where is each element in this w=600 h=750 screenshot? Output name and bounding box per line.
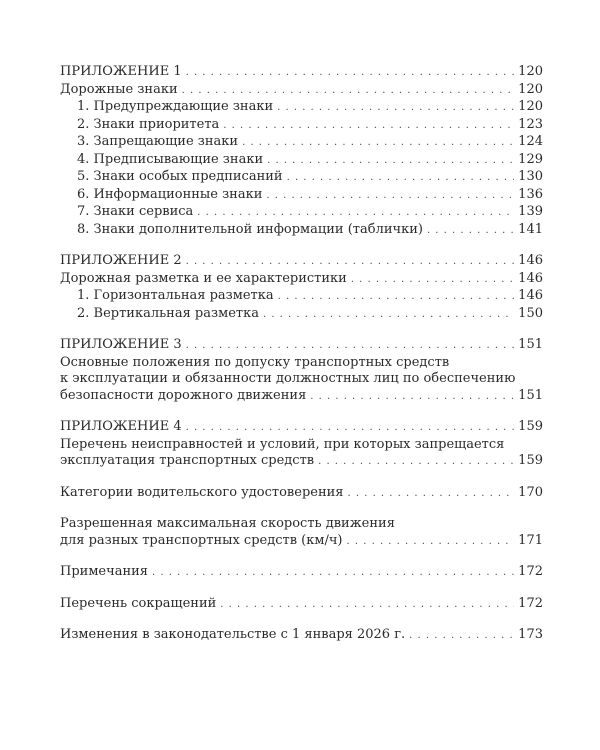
dot-leader (287, 170, 515, 187)
toc-page-number: 139 (518, 204, 543, 219)
toc-page-number: 173 (518, 627, 543, 642)
dot-leader (278, 289, 515, 306)
toc-entry[interactable] (60, 134, 543, 152)
dot-leader (409, 628, 514, 645)
toc-entry[interactable] (60, 64, 543, 82)
toc-page-number: 120 (518, 81, 543, 97)
toc-entry[interactable] (60, 453, 543, 471)
toc-entry[interactable] (60, 169, 543, 187)
toc-entry-line: к эксплуатации и обязанности должностных лиц по обеспечению (60, 371, 516, 386)
toc-page-number: 159 (518, 419, 543, 434)
toc-page-number: 146 (518, 288, 543, 303)
dot-leader (220, 597, 514, 614)
toc-entry-line: Разрешенная максимальная скорость движения (60, 516, 395, 531)
toc-page-number: 120 (518, 64, 543, 79)
toc-group (60, 485, 543, 503)
toc-entry[interactable] (60, 564, 543, 582)
toc-entry-title: 5. Знаки особых предписаний (77, 169, 283, 184)
toc-entry[interactable] (60, 388, 543, 406)
toc-entry-title: 1. Горизонтальная разметка (77, 288, 274, 303)
toc-group (60, 253, 543, 323)
dot-leader (351, 272, 514, 289)
toc-entry[interactable] (60, 99, 543, 117)
toc-entry-line: Перечень неисправностей и условий, при которых запрещается (60, 436, 505, 452)
dot-leader (348, 486, 515, 503)
dot-leader (223, 118, 514, 135)
dot-leader (152, 565, 514, 582)
toc-page-number: 141 (518, 221, 543, 237)
toc-entry-title: 8. Знаки дополнительной информации (таблички) (77, 221, 423, 237)
toc-page-number: 159 (518, 453, 543, 468)
toc-page-number: 120 (518, 99, 543, 114)
toc-entry-title: 3. Запрещающие знаки (77, 134, 239, 149)
toc-entry[interactable] (60, 187, 543, 205)
toc-page-number: 172 (518, 564, 543, 579)
dot-leader (242, 135, 514, 152)
toc-group (60, 419, 543, 471)
toc-entry-title: 2. Вертикальная разметка (77, 305, 259, 321)
toc-group (60, 516, 543, 550)
dot-leader (267, 153, 514, 170)
toc-page-number: 146 (518, 253, 543, 268)
toc-entry-title: Дорожные знаки (60, 81, 178, 97)
dot-leader (266, 188, 514, 205)
toc-entry[interactable] (60, 82, 543, 100)
toc-entry[interactable] (60, 222, 543, 240)
toc-entry-title: ПРИЛОЖЕНИЕ 2 (60, 253, 182, 268)
toc-entry-title: Дорожная разметка и ее характеристики (60, 270, 347, 286)
toc-page-number: 172 (518, 595, 543, 611)
toc-entry[interactable] (60, 288, 543, 306)
dot-leader (186, 338, 515, 355)
toc-entry[interactable] (60, 204, 543, 222)
toc-entry-title: Категории водительского удостоверения (60, 484, 344, 500)
toc-entry[interactable] (60, 337, 543, 355)
dot-leader (186, 420, 515, 437)
toc-page-number: 123 (518, 116, 543, 132)
toc-page-number: 151 (518, 337, 543, 352)
dot-leader (182, 83, 515, 100)
toc-group (60, 627, 543, 645)
toc-page-number: 170 (518, 484, 543, 500)
toc-entry-title: 4. Предписывающие знаки (77, 151, 264, 167)
toc-group (60, 564, 543, 582)
toc-group (60, 337, 543, 405)
dot-leader (186, 254, 515, 271)
toc-entry-title: Изменения в законодательстве с 1 января 2026 г. (60, 627, 406, 642)
toc-entry-title: Перечень сокращений (60, 595, 217, 611)
dot-leader (186, 65, 515, 82)
toc-page-number: 124 (518, 134, 543, 149)
dot-leader (318, 454, 514, 471)
dot-leader (277, 100, 514, 117)
toc-entry-title: ПРИЛОЖЕНИЕ 1 (60, 64, 182, 79)
toc-group (60, 596, 543, 614)
toc-entry-title: 2. Знаки приоритета (77, 116, 220, 132)
toc-entry-title: безопасности дорожного движения (60, 387, 307, 403)
toc-entry[interactable] (60, 152, 543, 170)
toc-entry-line: Основные положения по допуску транспортных средств (60, 354, 450, 370)
toc-page-number: 150 (518, 305, 543, 321)
toc-entry[interactable] (60, 419, 543, 437)
toc-entry[interactable] (60, 533, 543, 551)
toc-page-number: 130 (518, 169, 543, 184)
toc-entry[interactable] (60, 306, 543, 324)
dot-leader (197, 205, 514, 222)
toc-entry-title: 1. Предупреждающие знаки (77, 99, 274, 114)
table-of-contents (60, 64, 543, 659)
toc-entry[interactable] (60, 627, 543, 645)
toc-entry[interactable] (60, 117, 543, 135)
toc-page-number: 171 (518, 532, 543, 548)
toc-group (60, 64, 543, 239)
toc-entry-title: Примечания (60, 564, 149, 579)
toc-entry[interactable] (60, 485, 543, 503)
toc-entry-title: 6. Информационные знаки (77, 186, 263, 202)
toc-entry-title: ПРИЛОЖЕНИЕ 4 (60, 419, 182, 434)
toc-entry-title: 7. Знаки сервиса (77, 204, 194, 219)
dot-leader (310, 389, 514, 406)
toc-page-number: 151 (518, 387, 543, 403)
toc-page-number: 129 (518, 151, 543, 167)
toc-entry-title: ПРИЛОЖЕНИЕ 3 (60, 337, 182, 352)
dot-leader (347, 534, 515, 551)
toc-entry[interactable] (60, 271, 543, 289)
toc-page-number: 146 (518, 270, 543, 286)
toc-page-number: 136 (518, 186, 543, 202)
toc-entry[interactable] (60, 596, 543, 614)
dot-leader (263, 307, 514, 324)
toc-entry-title: эксплуатация транспортных средств (60, 453, 315, 468)
toc-entry[interactable] (60, 253, 543, 271)
toc-entry-title: для разных транспортных средств (км/ч) (60, 532, 343, 548)
dot-leader (427, 223, 514, 240)
